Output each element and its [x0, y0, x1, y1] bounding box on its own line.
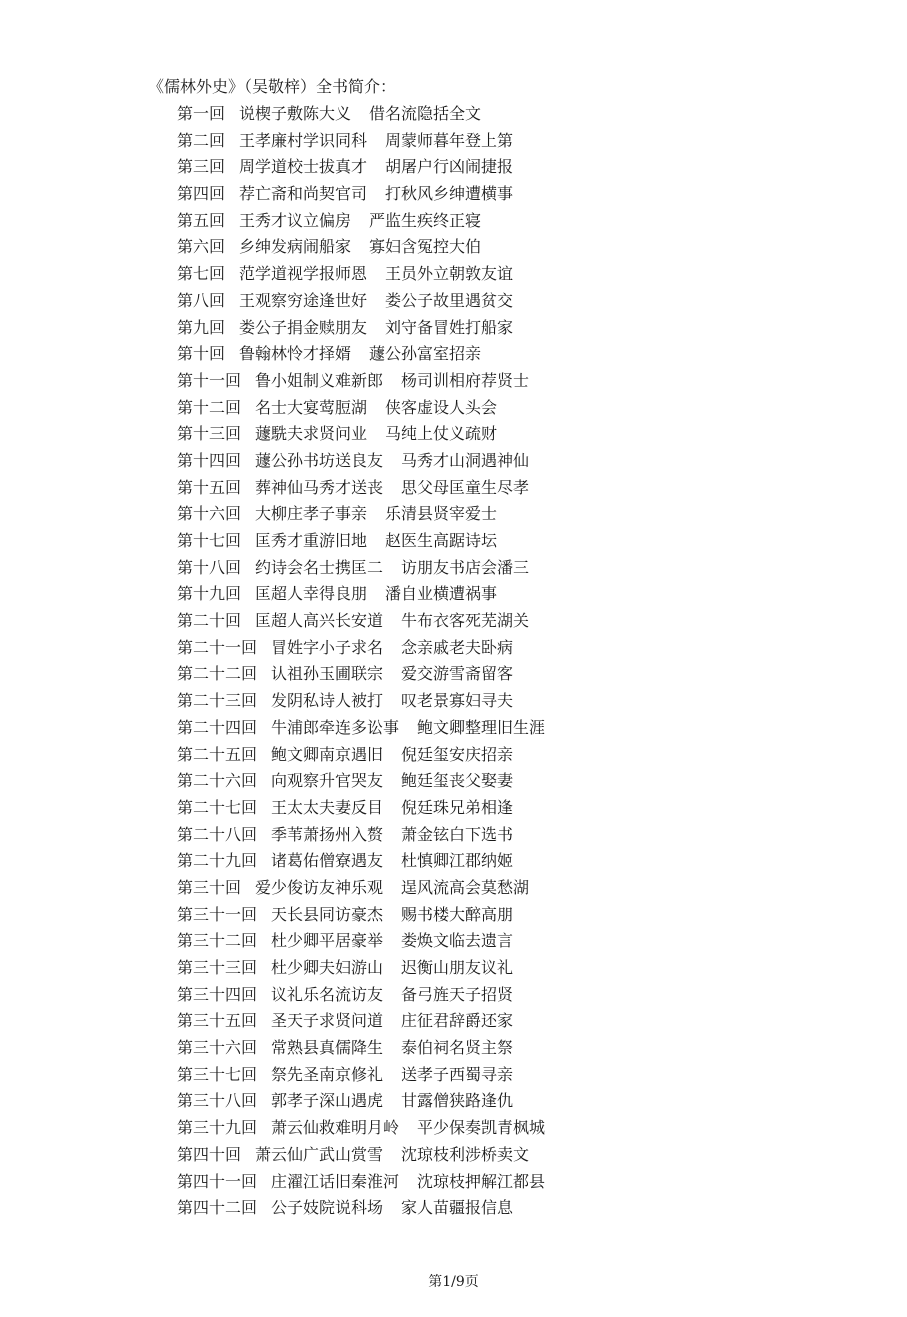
- chapter-first-line: 鲁翰林怜才择婿: [239, 344, 352, 364]
- chapter-row: [177, 928, 545, 955]
- chapter-row: [177, 1169, 545, 1196]
- chapter-second-line: 访朋友书店会潘三: [401, 557, 530, 577]
- chapter-second-line: 甘露僧狭路逢仇: [401, 1091, 514, 1111]
- chapter-second-line: 周蒙师暮年登上第: [385, 130, 514, 150]
- chapter-number: 第八回: [177, 290, 226, 310]
- chapter-row: [177, 501, 545, 528]
- chapter-number: 第二回: [177, 130, 226, 150]
- chapter-row: [177, 1088, 545, 1115]
- chapter-row: [177, 341, 545, 368]
- chapter-first-line: 约诗会名士携匡二: [255, 557, 384, 577]
- chapter-first-line: 匡秀才重游旧地: [255, 531, 368, 550]
- chapter-number: 第三十九回: [177, 1118, 258, 1138]
- chapter-second-line: 潘自业横遭祸事: [385, 584, 498, 604]
- chapter-second-line: 迟衡山朋友议礼: [401, 958, 514, 977]
- chapter-row: [177, 848, 545, 875]
- chapter-first-line: 说楔子敷陈大义: [239, 104, 352, 123]
- chapter-first-line: 议礼乐名流访友: [271, 984, 384, 1004]
- chapter-number: 第三十二回: [177, 931, 258, 951]
- chapter-number: 第四回: [177, 184, 226, 204]
- chapter-first-line: 匡超人高兴长安道: [255, 611, 384, 631]
- chapter-number: 第十五回: [177, 477, 242, 497]
- chapter-row: [177, 581, 545, 608]
- chapter-row: [177, 768, 545, 795]
- chapter-first-line: 萧云仙救难明月岭: [271, 1118, 400, 1138]
- chapter-row: [177, 475, 545, 502]
- chapter-second-line: 鲍廷玺丧父娶妻: [401, 771, 514, 791]
- chapter-second-line: 杜慎卿江郡纳姬: [401, 851, 514, 871]
- chapter-list: [177, 101, 545, 1222]
- chapter-first-line: 鲁小姐制义难新郎: [255, 370, 384, 390]
- chapter-row: [177, 128, 545, 155]
- chapter-first-line: 范学道视学报师恩: [239, 264, 368, 284]
- chapter-row: [177, 955, 545, 982]
- chapter-number: 第二十四回: [177, 717, 258, 737]
- chapter-first-line: 娄公子捐金赎朋友: [239, 317, 368, 337]
- chapter-second-line: 杨司训相府荐贤士: [401, 370, 530, 390]
- chapter-second-line: 刘守备冒姓打船家: [385, 317, 514, 337]
- chapter-row: [177, 261, 545, 288]
- chapter-first-line: 发阴私诗人被打: [271, 691, 384, 711]
- chapter-row: [177, 448, 545, 475]
- chapter-second-line: 备弓旌天子招贤: [401, 984, 514, 1004]
- chapter-second-line: 侠客虚设人头会: [385, 397, 498, 417]
- chapter-first-line: 杜少卿平居豪举: [271, 931, 384, 951]
- chapter-second-line: 娄焕文临去遗言: [401, 931, 514, 951]
- chapter-second-line: 严监生疾终正寝: [369, 210, 482, 230]
- chapter-first-line: 认祖孙玉圃联宗: [271, 664, 384, 684]
- chapter-number: 第四十二回: [177, 1198, 258, 1218]
- chapter-first-line: 爱少俊访友神乐观: [255, 877, 384, 897]
- chapter-second-line: 寡妇含冤控大伯: [369, 237, 482, 257]
- chapter-first-line: 名士大宴莺脰湖: [255, 397, 368, 417]
- chapter-second-line: 送孝子西蜀寻亲: [401, 1064, 514, 1084]
- chapter-number: 第十四回: [177, 450, 242, 470]
- chapter-number: 第十二回: [177, 397, 242, 417]
- chapter-second-line: 思父母匡童生尽孝: [401, 477, 530, 497]
- chapter-number: 第三十五回: [177, 1011, 258, 1031]
- chapter-number: 第二十五回: [177, 744, 258, 764]
- chapter-row: [177, 154, 545, 181]
- chapter-number: 第三十三回: [177, 958, 258, 977]
- chapter-second-line: 泰伯祠名贤主祭: [401, 1038, 514, 1058]
- chapter-first-line: 荐亡斋和尚契官司: [239, 184, 368, 204]
- chapter-row: [177, 742, 545, 769]
- chapter-second-line: 家人苗疆报信息: [401, 1198, 514, 1218]
- chapter-second-line: 胡屠户行凶闹捷报: [385, 157, 514, 177]
- chapter-number: 第四十回: [177, 1144, 242, 1164]
- chapter-number: 第十三回: [177, 424, 242, 444]
- chapter-number: 第十八回: [177, 557, 242, 577]
- chapter-row: [177, 795, 545, 822]
- chapter-row: [177, 635, 545, 662]
- chapter-row: [177, 1035, 545, 1062]
- chapter-first-line: 蘧駪夫求贤问业: [255, 424, 368, 444]
- chapter-number: 第三十八回: [177, 1091, 258, 1111]
- chapter-second-line: 牛布衣客死芜湖关: [401, 611, 530, 631]
- chapter-second-line: 沈琼枝利涉桥卖文: [401, 1144, 530, 1164]
- chapter-row: [177, 555, 545, 582]
- chapter-first-line: 王太太夫妻反目: [271, 797, 384, 817]
- chapter-first-line: 公子妓院说科场: [271, 1198, 384, 1218]
- chapter-row: [177, 101, 545, 128]
- chapter-number: 第六回: [177, 237, 226, 257]
- chapter-number: 第四十一回: [177, 1171, 258, 1191]
- chapter-number: 第五回: [177, 210, 226, 230]
- chapter-row: [177, 1115, 545, 1142]
- chapter-row: [177, 528, 545, 555]
- chapter-first-line: 乡绅发病闹船家: [239, 237, 352, 257]
- chapter-first-line: 杜少卿夫妇游山: [271, 958, 384, 977]
- chapter-first-line: 常熟县真儒降生: [271, 1038, 384, 1058]
- chapter-second-line: 乐清县贤宰爱士: [385, 504, 498, 524]
- chapter-row: [177, 1062, 545, 1089]
- chapter-second-line: 马秀才山洞遇神仙: [401, 450, 530, 470]
- chapter-row: [177, 1142, 545, 1169]
- chapter-row: [177, 208, 545, 235]
- chapter-second-line: 倪廷珠兄弟相逢: [401, 797, 514, 817]
- chapter-second-line: 赐书楼大醉高朋: [401, 904, 514, 924]
- chapter-second-line: 鲍文卿整理旧生涯: [417, 717, 546, 737]
- chapter-row: [177, 822, 545, 849]
- chapter-number: 第二十七回: [177, 797, 258, 817]
- chapter-number: 第二十三回: [177, 691, 258, 711]
- chapter-number: 第二十回: [177, 611, 242, 631]
- chapter-number: 第三十七回: [177, 1064, 258, 1084]
- chapter-row: [177, 395, 545, 422]
- chapter-row: [177, 902, 545, 929]
- chapter-second-line: 爱交游雪斋留客: [401, 664, 514, 684]
- chapter-number: 第十七回: [177, 531, 242, 550]
- chapter-first-line: 圣天子求贤问道: [271, 1011, 384, 1031]
- page-number: 第1/9页: [428, 1274, 479, 1290]
- chapter-first-line: 鲍文卿南京遇旧: [271, 744, 384, 764]
- chapter-second-line: 叹老景寡妇寻夫: [401, 691, 514, 711]
- chapter-first-line: 王观察穷途逢世好: [239, 290, 368, 310]
- chapter-first-line: 诸葛佑僧寮遇友: [271, 851, 384, 871]
- chapter-second-line: 借名流隐括全文: [369, 104, 482, 123]
- chapter-number: 第三十六回: [177, 1038, 258, 1058]
- chapter-row: [177, 715, 545, 742]
- chapter-row: [177, 288, 545, 315]
- chapter-row: [177, 1008, 545, 1035]
- chapter-row: [177, 608, 545, 635]
- chapter-number: 第三十四回: [177, 984, 258, 1004]
- chapter-second-line: 沈琼枝押解江都县: [417, 1171, 546, 1191]
- chapter-row: [177, 982, 545, 1009]
- chapter-first-line: 牛浦郎牵连多讼事: [271, 717, 400, 737]
- chapter-row: [177, 315, 545, 342]
- chapter-row: [177, 181, 545, 208]
- chapter-second-line: 王员外立朝敦友谊: [385, 264, 514, 284]
- chapter-second-line: 平少保奏凯青枫城: [417, 1118, 546, 1138]
- chapter-row: [177, 368, 545, 395]
- chapter-second-line: 娄公子故里遇贫交: [385, 290, 514, 310]
- chapter-second-line: 逞风流高会莫愁湖: [401, 877, 530, 897]
- chapter-first-line: 冒姓字小子求名: [271, 637, 384, 657]
- chapter-number: 第三十一回: [177, 904, 258, 924]
- chapter-number: 第三十回: [177, 877, 242, 897]
- chapter-first-line: 郭孝子深山遇虎: [271, 1091, 384, 1111]
- chapter-number: 第十回: [177, 344, 226, 364]
- chapter-second-line: 倪廷玺安庆招亲: [401, 744, 514, 764]
- chapter-second-line: 马纯上仗义疏财: [385, 424, 498, 444]
- chapter-first-line: 季苇萧扬州入赘: [271, 824, 384, 844]
- chapter-first-line: 蘧公孙书坊送良友: [255, 450, 384, 470]
- chapter-number: 第二十八回: [177, 824, 258, 844]
- chapter-second-line: 打秋风乡绅遭横事: [385, 184, 514, 204]
- chapter-first-line: 匡超人幸得良朋: [255, 584, 368, 604]
- chapter-number: 第十九回: [177, 584, 242, 604]
- chapter-number: 第九回: [177, 317, 226, 337]
- chapter-number: 第二十二回: [177, 664, 258, 684]
- chapter-number: 第三回: [177, 157, 226, 177]
- chapter-first-line: 王秀才议立偏房: [239, 210, 352, 230]
- chapter-number: 第二十一回: [177, 637, 258, 657]
- chapter-row: [177, 688, 545, 715]
- chapter-first-line: 王孝廉村学识同科: [239, 130, 368, 150]
- chapter-first-line: 葬神仙马秀才送丧: [255, 477, 384, 497]
- chapter-first-line: 大柳庄孝子事亲: [255, 504, 368, 524]
- chapter-first-line: 周学道校士拔真才: [239, 157, 368, 177]
- chapter-row: [177, 875, 545, 902]
- chapter-number: 第十一回: [177, 370, 242, 390]
- chapter-row: [177, 661, 545, 688]
- chapter-number: 第二十九回: [177, 851, 258, 871]
- chapter-second-line: 念亲戚老夫卧病: [401, 637, 514, 657]
- chapter-number: 第七回: [177, 264, 226, 284]
- chapter-first-line: 祭先圣南京修礼: [271, 1064, 384, 1084]
- chapter-row: [177, 234, 545, 261]
- chapter-number: 第一回: [177, 104, 226, 123]
- chapter-first-line: 天长县同访豪杰: [271, 904, 384, 924]
- chapter-first-line: 向观察升官哭友: [271, 771, 384, 791]
- chapter-first-line: 庄濯江话旧秦淮河: [271, 1171, 400, 1191]
- chapter-row: [177, 421, 545, 448]
- chapter-number: 第十六回: [177, 504, 242, 524]
- document-title: 《儒林外史》（吴敬梓）全书简介：: [148, 77, 397, 96]
- chapter-second-line: 蘧公孙富室招亲: [369, 344, 482, 364]
- chapter-first-line: 萧云仙广武山赏雪: [255, 1144, 384, 1164]
- chapter-row: [177, 1195, 545, 1222]
- chapter-number: 第二十六回: [177, 771, 258, 791]
- chapter-second-line: 庄征君辞爵还家: [401, 1011, 514, 1031]
- chapter-second-line: 赵医生高踞诗坛: [385, 531, 498, 550]
- chapter-second-line: 萧金铉白下选书: [401, 824, 514, 844]
